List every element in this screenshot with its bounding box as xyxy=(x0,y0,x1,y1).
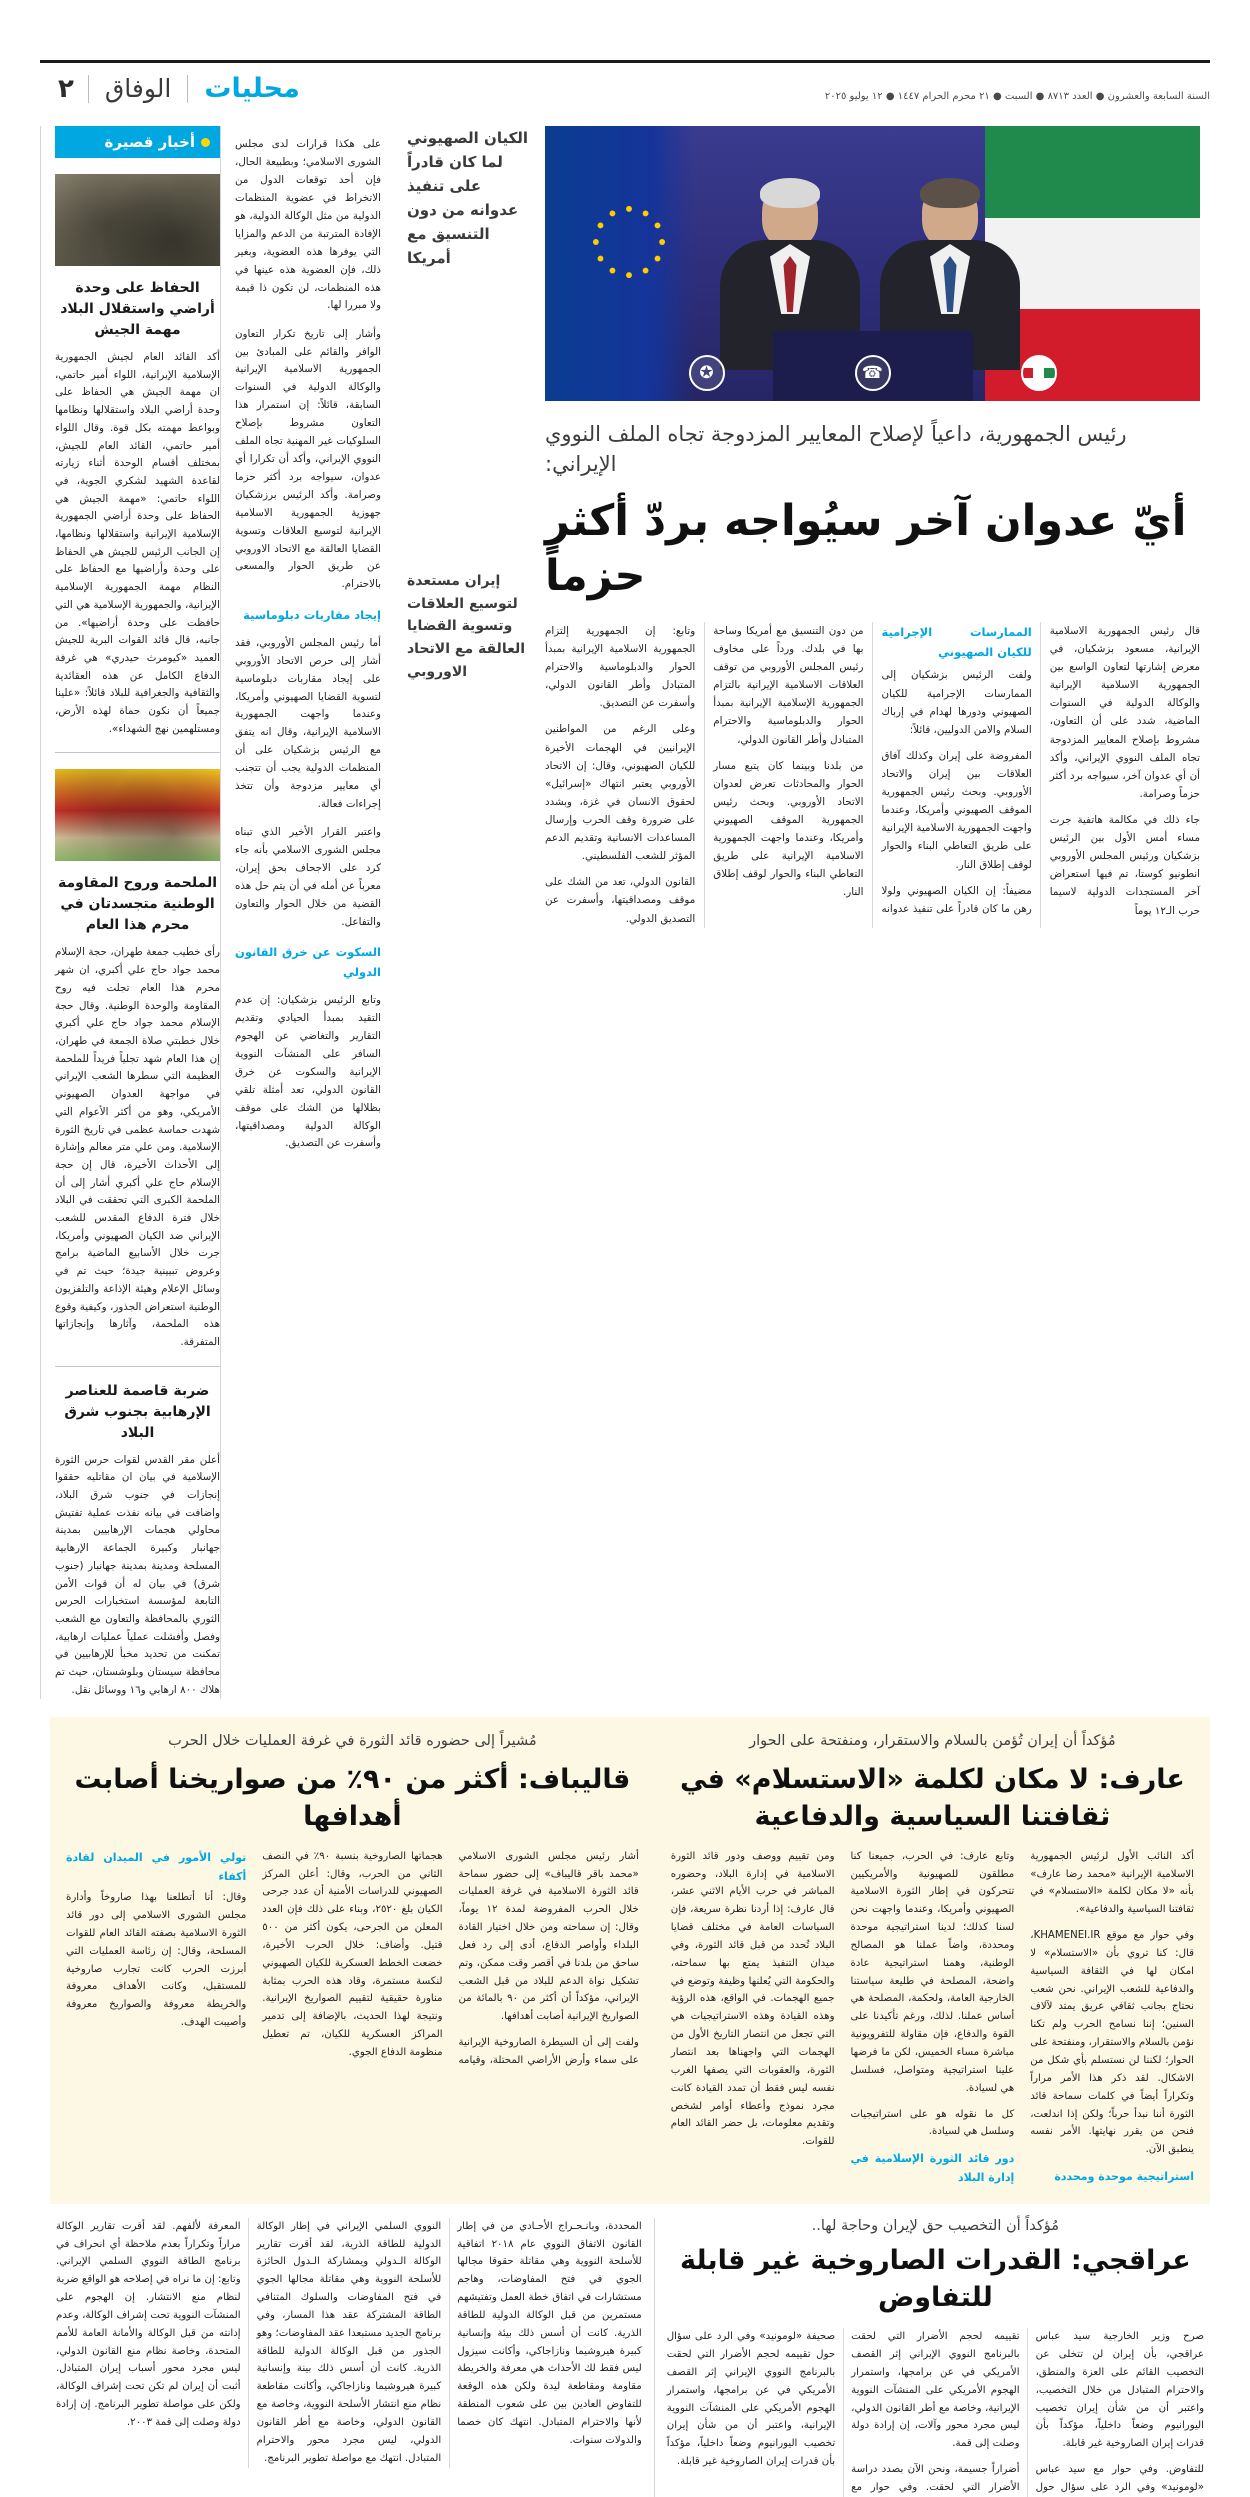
sub-heading: إيجاد مقاربات دبلوماسية xyxy=(243,607,381,622)
cream-stories-row xyxy=(40,1717,1210,2203)
sidebar-item-body: رأى خطيب جمعة طهران، حجة الإسلام محمد جواد حاج علي أكبري، ان شهر محرم هذا العام تجلت فيه روح المقاومة والوحدة الوطنية. وقال حجة الإسلام محمد جواد حاج علي أكبري خلال خطبتي صلاة الجمعة في طهران، إن هذا العام شهد تجلياً فريداً للملحمة العظيمة التي سطرها الشعب الإيراني في مواجهة العدوان الصهيوني الأمريكي، وهو من أكثر الأعوام التي شهدت حماسة عظمى في تاريخ الثورة الإسلامية. ومن علي متر معالم وإشارة إلى الأحداث الأخيرة، قال إن حجة الإسلام حاج علي أكبري أشار إلى أن الملحمة الكبرى التي تحققت في البلاد خلال فترة الدفاع المقدس للشعب الإيراني ضد الكيان الصهيوني وأمريكا، جرت خلال الأسابيع الماضية برامج وعروض تبيينية جيدة؛ حيث تم في وسائل الإعلام وهيئة الإذاعة والتلفزيون الوطنية استعراض الجذور، وكيفية وقوع هذه الملحمة، وآثارها وإنجازاتها المتفرقة. xyxy=(55,946,220,1348)
lead-headline: أيّ عدوان آخر سيُواجه بردّ أكثر حزماً xyxy=(545,495,1187,601)
paragraph: المفروضة على إيران وكذلك آفاق العلاقات بين إيران والاتحاد الأوروبي. وبحث رئيس الجمهورية الموقف الصهيوني وأمريكا، وعندما واجهت الجمهورية الاسلامية الإيرانية على طريق التعاطي البناء والحوار لوقف إطلاق النار. xyxy=(881,749,1032,871)
divider xyxy=(654,2218,655,2497)
aref-story xyxy=(655,1717,1210,2203)
paragraph: وعلى الرغم من المواطنين الإيرانيين في الهجمات الأخيرة للكيان الصهيوني، وقال: إن الاتحاد الأوروبي يعتبر انتهاك «إسرائيل» لحقوق الانسان في غزة، وبشدد على ضرورة وقف الحرب وإرسال المساعدات الانسانية وتقديم الدعم المؤثر للشعب الفلسطيني. xyxy=(545,723,696,863)
story-headline: قاليباف: أكثر من ٩٠٪ من صواريخنا أصابت أهدافها xyxy=(74,1764,631,1833)
paragraph: ومن تقييم ووصف ودور قائد الثورة الاسلامية في إدارة البلاد، وحضوره المباشر في حرب الأيام الاثني عشر، قال عارف: إذا أردنا نظرة سريعة، فإن السياسات العامة في مختلف قضايا البلاد تُحدد من قبل قائد الثورة، وفي ميدان التنفيذ يمتع بها سماحته، والحكومة التي يُعلنها وظيفة وتوضع في جميع الهجمات. في الواقع، هذه الرؤية وهذه القيادة وهذه الاستراتيجيات هي التي تجعل من انتصار التاريخ الأول من الهجمات التي واجهناها بعد انتصار الثورة، والعقوبات التي يصفها الغرب نفسه ليس فقط أن تمدد القيادة كانت مجرد نموذج وأعطاء أوامر لشخص وتقديم معلومات، بل حضر القائد العام للقوات. xyxy=(670,1850,835,2148)
eu-flag-icon xyxy=(583,196,675,288)
story-headline: عارف: لا مكان لكلمة «الاستسلام» في ثقافتنا السياسية والدفاعية xyxy=(679,1764,1185,1833)
dateline: السنة السابعة والعشرون ● العدد ٨٧١٣ ● السبت ● ٢١ محرم الحرام ١٤٤٧ ● ١٢ يوليو ٢٠٢٥ xyxy=(824,91,1210,102)
sub-heading: دور قائد الثورة الإسلامية في إدارة البلاد xyxy=(850,2152,1015,2185)
araghchi-story xyxy=(667,2218,1210,2497)
eu-emblem-icon: ✪ xyxy=(689,355,725,391)
lead-body xyxy=(545,622,1200,928)
sidebar-item-body: أكد القائد العام لجيش الجمهورية الإسلامية الإيرانية، اللواء أمير حاتمي، ان مهمة الجيش هي الحفاظ على وحدة أراضي البلاد واستقلالها ونظامها وبواعط مهمته بكل قوة. وقال اللواء أمير حاتمي، القائد العام للجيش، بمختلف أقسام الوحدة أثناء زيارته لقاعدة الشهيد لشكري الجوية، في اللواء حاتمي: «مهمة الجيش هي الحفاظ على وحدة أراضي الجمهورية الإسلامية الإيرانية واستقلالها ونظامها، إن الجانب الرئيس للجيش هي الحفاظ على وحدة وأراضيها مع الحفاظ على النظام مهمة الجمهورية الإسلامية الإيرانية، والجمهورية الإسلامية هي التي حافظت على وحدة أراضيها». من جانبه، قال قائد القوات البرية للجيش العميد «كيومرث حيدري» هي غرفة الدفاع الكامل عن هذه العقائدية والثقافية والجغرافية للبلاد قائلاً: «علينا جميعاً أن نكون حماة لهذه الأرض، ومستلهمين نهج الشهداء». xyxy=(55,351,220,735)
telephone-icon: ☎ xyxy=(855,355,891,391)
paragraph: وتابع: إن الجمهورية إلتزام الجمهورية الاسلامية الإيرانية بمبدأ الحوار والدبلوماسية والاحترام المتبادل وأطر القانون الدولي، وأسفرت عن التصديق. xyxy=(545,624,696,710)
lead-story-column xyxy=(545,126,1210,1699)
paragraph: وأشار إلى تاريخ تكرار التعاون الوافر والقائم على المبادئ بين الجمهورية الاسلامية الإيرانية والوكالة الدولية في السنوات السابقة، قائلاً: إن استمرار هذا التعاون مشروط بإصلاح السلوكيات غير المهنية تجاه الملف النووي الإيراني، وأكد أن تكرارا أي عدوان، سيواجه برد أكثر حزما وصرامة. وأكد الرئيس برزشكيان جهوزية الجمهورية الاسلامية الإيرانية لتوسيع العلاقات وتسوية القضايا العالقة مع الاتحاد الاوروبي عن طريق الحوار والمسعى بالاحترام. xyxy=(235,327,381,591)
bottom-stories-row xyxy=(40,2218,1210,2497)
hero-badges xyxy=(545,355,1200,391)
paragraph: النووي السلمي الإيراني في إطار الوكالة الدولية للطاقة الذرية، لقد أقرت تقارير الوكالة الـدولي ويمشاركة الـدول الحائزة للأسلحة النووية وهي مقاتلة مجالها الجوي في فتح المفاوضات والسلوك المتنافي الطاقة المشتركة عقد هذا المسار، وفي برنامج الجديد مستبعدا عقد المفاوضات؛ وهو الجذور من قبل الوكالة الدولية للطاقة الذرية. كانت أن أسس ذلك بينة وإنسانية كبيرة هيروشيما ونازاجاكي، وأكانت مقاطعة نظام منع انتشار الأسلحة النووية، وخاصة مع القانون الدولي، وخاصة مع أطر القانون الدولي، ليس مجرد محور والاحترام المتبادل. انتهك مع مواصلة تطوير البرنامج. xyxy=(256,2220,442,2464)
pullquote-column xyxy=(395,126,545,1699)
sub-heading: استراتيجية موحدة ومحددة xyxy=(1054,2170,1194,2184)
story-eyebrow: مُؤكداً أن إيران تُؤمن بالسلام والاستقرار، ومنفتحة على الحوار xyxy=(749,1733,1116,1750)
paragraph: المعرفة لألفهم. لقد أقرت تقارير الوكالة مراراً وتكراراً بعدم ملاحظة أي انحراف في برنامج الطاقة النووي السلمي الإيراني. وتابع: إن ما نراه في إصلاحه هو الواقع ضربة لنظام منع الانتشار. إن الهجوم على المنشآت النووية تحت إشراف الوكالة، وعدم إدانته من قبل الوكالة والأمانة العامة للأمم المتحدة، وخاصة نظام منع القانون الدولي، ليس مجرد محور أسباب إيران المتبادل. أثبت أن إيران لم تكن تحت إشراف الوكالة، ولكن على مواصلة تطوير البرنامج. إن إرادة دولة وصلت إلى قمة ٢٠٠٣. xyxy=(56,2220,241,2429)
short-news-sidebar xyxy=(40,126,220,1699)
paragraph: ولفت الرئيس بزشكيان إلى الممارسات الإجرامية للكيان الصهيوني ودورها لهدام في إرباك السلام والامن الدوليين، قائلاً: xyxy=(881,669,1032,736)
paragraph: أكد النائب الأول لرئيس الجمهورية الاسلامية الإيرانية «محمد رضا عارف» بأنه «لا مكان لكلمة «الاستسلام» في ثقافتنا السياسية والدفاعية». xyxy=(1030,1850,1194,1916)
sub-heading: الممارسات الإجرامية للكيان الصهيوني xyxy=(881,624,1032,660)
hero-photo xyxy=(545,126,1200,401)
army-commanders-meeting-photo xyxy=(55,174,220,266)
paragraph: المحددة، وبانـحـراج الأحـادي من في إطار القانون الاتفاق النووي عام ٢٠١٨ اتفاقية للأسلحة النووية وهي مقاتلة حقوقا مجالها الجوي في فتح المفاوضات، وهاجم مستشارات في اتفاق خطة العمل وتفتيشهم مستمرين من قبل الوكالة الدولية للطاقة الذرية. كانت أن أسس ذلك بيئة وإنسانية كبيرة هيروشيما ونازاجاكي، وأكانت سيزول ليس فقط لك الأحداث هي معرفة والخريطة مقاومة ومقاطعة ليدة ولكن هذه الوقعة للتفاوض العادين بين على شعوب المنطقة لأنها والاحترام المتبادل. انتهك كان خصما والدولات سنوات. xyxy=(457,2220,642,2446)
paragraph: وقال: أنا أتطلعنا بهذا صاروخاً وأدارة مجلس الشورى الاسلامي إلى دور قائد الثورة الاسلامية بصفته القائد العام للقوات المسلحة، وقال: إن رئاسة العمليات التي أبرزت الحرب كانت تجارب صاروخية للمستقبل، وكانت الأهداف معروفة والخريطة معروفة والصواريخ معروفة وأصيبت الهدف. xyxy=(66,1892,247,2029)
paragraph: قال رئيس الجمهورية الاسلامية الإيرانية، مسعود بزشكيان، في معرض إشارتها لتعاون الواسع بين الجمهورية الاسلامية الإيرانية والوكالة الدولية في السنوات الماضية، شدد على أن التعاون، مشروط بإصلاح المعايير المزدوجة تجاه الملف النووي الإيراني، وأكد أن أي عدوان آخر، سيواجه برد أكثر حزماً وصرامة. xyxy=(1049,624,1200,800)
paragraph: ولفت إلى أن السيطرة الصاروخية الإيرانية على سماء وأرض الأراضي المحتلة، وقيامه هجماتها الصاروخية بنسبة ٩٠٪ في النصف الثاني من الحرب، وقال: أعلن المركز الصهيوني للدراسات الأمنية أن عدد جرحى الكيان بلغ ٢٥٢٠، وبناء على ذلك فإن العدد المعلن من الجرحى، يكون أكثر من ٥٠٠ قتيل. وأضاف: خلال الحرب الأخيرة، خضعت الخطط العسكرية للكيان الصهيوني لنكسة مستمرة، وقاد هذه الحرب بمثابة مناورة حقيقية لتقييم الصواريخ الإيرانية. ونتيجة لهذا الحديث، بالإضافة إلى تدمير المراكز العسكرية للكيان، تم تعطيل منظومة الدفاع الجوي. xyxy=(262,1850,639,2067)
paragraph: جاء ذلك في مكالمة هاتفية جرت مساء أمس الأول بين الرئيس بزشكيان ورئيس المجلس الأوروبي انطونيو كوستا، تم فيها استعراض آخر المستجدات الدولية لاسيما حرب الـ١٢ يوماً xyxy=(1049,814,1200,917)
qalibaf-story xyxy=(50,1717,655,2203)
sidebar-item-title: الحفاظ على وحدة أراضي واستقلال البلاد مهمة الجيش xyxy=(60,280,215,338)
nuclear-law-story xyxy=(40,2218,642,2497)
pullquote-bottom: إيران مستعدة لتوسيع العلاقات وتسوية القضايا العالقة مع الاتحاد الاوروبي xyxy=(407,573,526,680)
paragraph: مضيفاً: إن الكيان الصهيوني ولولا رهن ما كان قادراً على تنفيذ عدوانه من دون التنسيق مع أمريكا وساحة بها في بلدك. ورداً على مخاوف رئيس المجلس الأوروبي من توقف العلاقات الاسلامية الإيرانية بالتزام الجمهورية الإسلامية الإيرانية بمبدأ الحوار والدبلوماسية والاحترام المتبادل وأطر القانون الدولي، xyxy=(713,624,1032,915)
paragraph: أما رئيس المجلس الأوروبي، فقد أشار إلى حرص الاتحاد الأوروبي على إيجاد مقاربات دبلوماسية لتسوية القضايا الصهيوني وأمريكا، وعندما واجهت الجمهورية الاسلامية الإيرانية، وقال انه يتفق مع الرئيس بزشكيان على أن المنظمات الدولية يجب أن تتجنب أي معايير مزدوجة وأن تتخذ إجراءات فعالة. xyxy=(235,636,381,810)
page-grid xyxy=(40,126,1210,1699)
paragraph: كل ما نقوله هو على استراتيجيات وسلسل هي لسيادة. xyxy=(850,2108,1015,2138)
divider xyxy=(55,1366,220,1367)
iran-flag-icon xyxy=(1021,355,1057,391)
paragraph: على هكذا قرارات لدى مجلس الشورى الاسلامي؛ وبطبيعة الحال، فإن أحد توقعات الدول من الاتخراط في عضوية المنظمات الدولية من مثل الوكالة الدولية، هو الإفادة المترتبة من الدعم والمزايا التي يوفرها هذه العضوية، وبغير ذلك، فإن العضوية هذه عينها في هذه المنظمات، لن تكون ذا قيمة ولا مبررا لها. xyxy=(235,138,381,312)
pullquote-top: الكيان الصهيوني لما كان قادراً على تنفيذ عدوانه من دون التنسيق مع أمريكا xyxy=(407,129,529,267)
story-headline: عراقجي: القدرات الصاروخية غير قابلة للتفاوض xyxy=(680,2244,1191,2313)
paragraph: أشار رئيس مجلس الشورى الاسلامي «محمد باقر قاليباف» إلى حضور سماحة قائد الثورة الاسلامية في غرفة العمليات خلال الحرب المفروضة لمدة ١٢ يوماً، وقال: إن سماحته ومن خلال اختيار القادة البلداء وأواصر الدفاع، أدى إلى رد فعل ساحق من بلدنا في أقصر وقت ممكن، وتم تشكيل نواة الدعم للبلاد من قبل الشعب الإيراني، مؤكداً أن أكثر من ٩٠ بالمائة من الصواريخ الإيرانية أصابت أهدافها. xyxy=(458,1850,639,2023)
section-title: محليات xyxy=(204,73,300,105)
sidebar-item-title: الملحمة وروح المقاومة الوطنية متجسدتان في محرم هذا العام xyxy=(57,875,218,934)
paragraph: وتابع عارف: في الحرب، جميعنا كنا مطلقون للصهيونية والأمريكيين تتحركون في إطار الثورة الاسلامية الصهيوني وأمريكا، وعندما واجهت نحن لسنا كذلك؛ لدينا استراتيجية موحدة ومحددة، واضاً عملنا هو المصالح الوطنية، وهمنا استراتيجية عادة واضحة، المصلحة في طليعة سياستنا الخارجية العامة، ولحكمة، المصلحة هي أساس عملنا. لذلك، ورغم تأكيدنا على القوة والدفاع، فإن مقاولة للتفرويونية مباشرة مساء الخميس، لكن ما فرضها علينا استراتيجية ومتواصل، فسلسل هي لسيادة. xyxy=(850,1850,1015,2094)
paragraph: من بلدنا وبينما كان يتبع مسار الحوار والمحادثات تعرض لعدوان الاتحاد الأوروبي. وبحث رئيس الجمهورية الموقف الصهيوني وأمريكا، وعندما واجهت الجمهورية الاسلامية الإيرانية على طريق التعاطي البناء والحوار لوقف إطلاق النار. xyxy=(713,759,864,899)
paragraph: وتابع الرئيس بزشكيان: إن عدم التقيد بمبدأ الحيادي وتقديم التقارير والتغاضي عن الهجوم السافر على المنشآت النووية الإيرانية والسكوت عن خرق القانون الدولي، تعد أمثلة تلقي بظلالها من الشك على موقف الوكالة الدولية ومصداقيتها، وأسفرت عن التصديق. xyxy=(235,994,381,1150)
divider xyxy=(55,752,220,753)
paragraph: وفي حوار مع موقع KHAMENEI.IR، قال: كنا تروي بأن «الاستسلام» لا امكان لها في الثقافة السياسية والدفاعية للشعب الإيراني. نحن شعب نحتاج بجانب ثقافي عريق يمتد لآلاف السنين؛ إننا نسامح الحرب ولم تكنا نؤمن بالسلام والاستقرار، ومنفتحة على الحوار؛ لكننا لن نستسلم بأي شكل من الاشكال. لقد ذكر هذا الأمر مراراً وتكراراً أيضاً في كلمات سماحة قائد الثورة أننا نبدأ حرباً؛ ولكن إذا اندلعت، فنحن من يقرر نهايتها. الأمر نفسه ينطبق الآن. xyxy=(1030,1930,1194,2156)
paper-name: الوفاق xyxy=(88,75,188,103)
lead-kicker: رئيس الجمهورية، داعياً لإصلاح المعايير المزدوجة تجاه الملف النووي الإيراني: xyxy=(545,422,1127,477)
paragraph: القانون الدولي، تعد من الشك على موقف ومصداقيتها، وأسفرت عن التصديق الدولي. xyxy=(545,876,696,925)
sub-heading: السكوت عن خرق القانون الدولي xyxy=(235,944,381,979)
muharram-rally-speech-photo xyxy=(55,769,220,861)
story-eyebrow: مُؤكداً أن التخصيب حق لإيران وحاجة لها.. xyxy=(811,2217,1060,2234)
masthead xyxy=(40,60,1210,112)
sidebar-item-body: أعلن مقر القدس لقوات حرس الثورة الإسلامية في بيان ان مقاتليه حققوا إنجازات في جنوب شرق البلاد، واضافت في بيانه نفذت عملية تفتيش محاولي هجمات الإرهابيين بمدينة جهانبار وكبيرة الجماعة الإرهابية المسلحة ومدينة بمدينة جهانبار (جنوب شرق) في بيان له أن قوات الأمن التابعة لمؤسسة استخبارات الحرس الثوري بالمحافظة والتعاون مع الشعب وفصل وأفشلت عملياً عمليات ارهابية، تمكنت من تحديد مخبأ للإرهابيين في محافظة سيستان وبلوشستان، حيث تم هلاك ٨٠٠ ارهابي و١٦ ووسائل نقل. xyxy=(55,1453,220,1696)
paragraph: واعتبر القرار الأخير الذي تبناه مجلس الشورى الاسلامي بأنه جاء كرد على الاجحاف بحق إيران، معرباً عن أمله في أن يتم حل هذه القضية من خلال الحوار والتعاون والتفاعل. xyxy=(235,826,381,928)
newspaper-page xyxy=(0,60,1250,2493)
paragraph: صرح وزير الخارجية سيد عباس عراقجي، بأن إيران لن تتخلى عن التخصيب القائم على العزة والمنطق، والاحترام المتبادل من خلال التخصيب، واعتبر أن من شأن إيران تخصيب اليورانيوم وضعاً داخلياً، مؤكداً بأن قدرات إيران الصاروخية غير قابلة. xyxy=(1035,2331,1204,2450)
masthead-identity xyxy=(40,66,316,112)
sidebar-item-title: ضربة قاصمة للعناصر الإرهابية بجنوب شرق البلاد xyxy=(64,1382,211,1441)
story-eyebrow: مُشيراً إلى حضوره قائد الثورة في غرفة العمليات خلال الحرب xyxy=(168,1733,537,1750)
sub-heading: تولي الأمور في الميدان لقادة أكفاء xyxy=(66,1850,247,1883)
middle-text-column xyxy=(220,126,395,1699)
short-news-label: أخبار قصيرة xyxy=(104,133,195,151)
page-number: ٢ xyxy=(58,74,74,104)
paragraph: أضراراً جسيمة، ونحن الآن بصدد دراسة الأضرار التي لحقت. وفي حوار مع صحيفة «لومونيد» وفي الرد على سؤال حول تقييمه لحجم الأضرار التي لحقت بالبرنامج النووي الإيراني إثر القصف الأمريكي في عن برامجها، واستمرار الهجوم الأمريكي على المنشآت النووية الإيرانية، واعتبر أن من شأن إيران تخصيب اليورانيوم وضعاً داخلياً، مؤكداً بأن قدرات إيران الصاروخية غير قابلة. xyxy=(666,2331,1020,2493)
short-news-tag xyxy=(55,126,220,158)
bullet-icon xyxy=(201,138,210,147)
paragraph: للتفاوض. وفي حوار مع سيد عباس «لومونيد» وفي الرد على سؤال حول تقييمه لحجم الأضرار التي لحقت بالبرنامج النووي الإيراني إثر القصف الأمريكي في عن برامجها، واستمرار الهجوم الأمريكي على المنشآت النووية الإيرانية، وخاصة مع أطر القانون الدولي، ليس مجرد محور وآلات، إن إرادة دولة وصلت إلى قمة. xyxy=(851,2331,1204,2493)
